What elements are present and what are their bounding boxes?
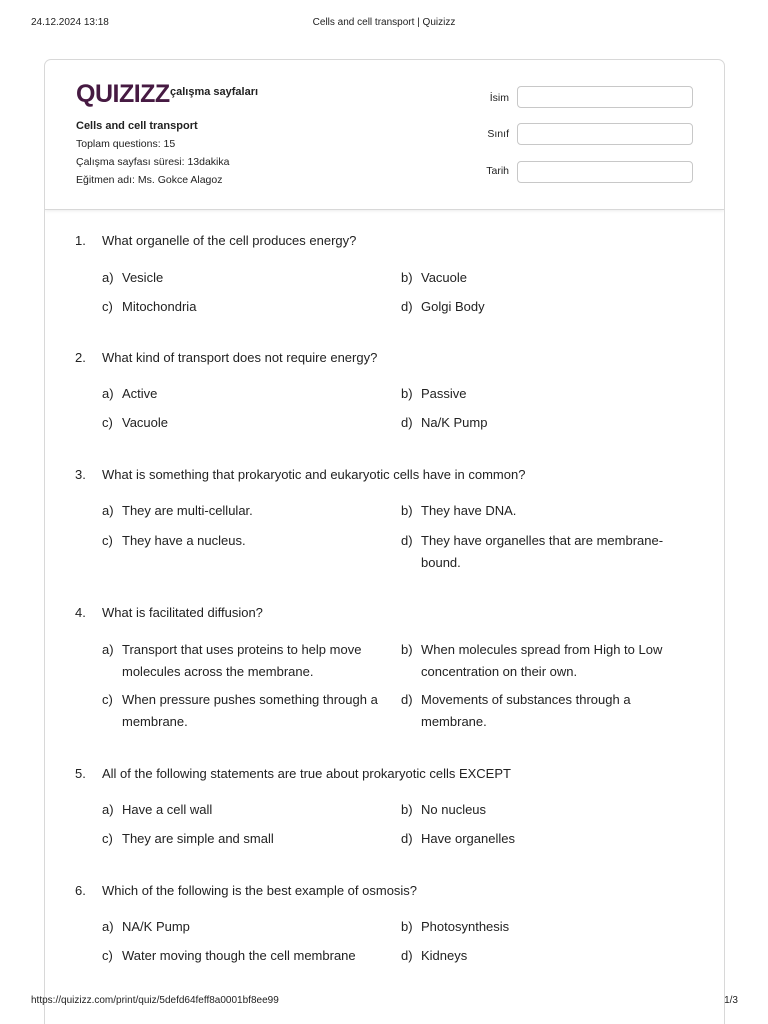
option-letter: d) xyxy=(401,299,413,314)
option-letter: c) xyxy=(102,299,113,314)
option-text: They have DNA. xyxy=(421,503,517,518)
option-text: Vesicle xyxy=(122,270,164,285)
question-number: 3. xyxy=(75,467,86,482)
option-text: They are multi-cellular. xyxy=(122,503,253,518)
question-text: What is facilitated diffusion? xyxy=(102,605,263,620)
option-text: Have organelles xyxy=(421,831,515,846)
quizizz-logo: QUIZIZZ xyxy=(76,80,170,108)
option-letter: c) xyxy=(102,692,113,707)
option-text: Active xyxy=(122,386,158,401)
total-questions: Toplam questions: 15 xyxy=(76,138,176,150)
option-text: Water moving though the cell membrane xyxy=(122,948,356,963)
option-letter: c) xyxy=(102,533,113,548)
option-letter: c) xyxy=(102,831,113,846)
option-text: Vacuole xyxy=(122,415,169,430)
option-letter: b) xyxy=(401,503,413,518)
questions-area xyxy=(44,0,725,1024)
name-label: İsim xyxy=(489,92,509,104)
question-text: All of the following statements are true about prokaryotic cells EXCEPT xyxy=(102,766,511,781)
question-number: 4. xyxy=(75,605,86,620)
option-letter: b) xyxy=(401,919,413,934)
option-letter: a) xyxy=(102,386,114,401)
option-letter: d) xyxy=(401,415,413,430)
option-letter: a) xyxy=(102,503,114,518)
option-text: Kidneys xyxy=(421,948,468,963)
print-title: Cells and cell transport | Quizizz xyxy=(312,17,456,28)
worksheet-duration: Çalışma sayfası süresi: 13dakika xyxy=(76,156,230,168)
option-text: Golgi Body xyxy=(421,299,485,314)
question-number: 1. xyxy=(75,233,86,248)
page-number: 1/3 xyxy=(724,995,738,1006)
option-letter: a) xyxy=(102,919,114,934)
option-text: They have a nucleus. xyxy=(122,533,246,548)
option-text: Mitochondria xyxy=(122,299,197,314)
option-text: Transport that uses proteins to help move molecules across the membrane. xyxy=(122,642,362,679)
question-text: What kind of transport does not require energy? xyxy=(102,350,378,365)
option-letter: c) xyxy=(102,948,113,963)
option-letter: b) xyxy=(401,642,413,657)
print-footer xyxy=(0,995,768,1009)
option-text: Na/K Pump xyxy=(421,415,488,430)
option-text: They have organelles that are membrane-bound. xyxy=(421,533,664,570)
print-url: https://quizizz.com/print/quiz/5defd64feff8a0001bf8ee99 xyxy=(31,995,279,1006)
option-text: Passive xyxy=(421,386,467,401)
option-text: When pressure pushes something through a membrane. xyxy=(122,692,378,729)
question-number: 2. xyxy=(75,350,86,365)
print-date: 24.12.2024 13:18 xyxy=(31,17,109,28)
question-number: 5. xyxy=(75,766,86,781)
option-letter: c) xyxy=(102,415,113,430)
option-letter: b) xyxy=(401,802,413,817)
option-text: NA/K Pump xyxy=(122,919,190,934)
option-text: No nucleus xyxy=(421,802,487,817)
option-text: When molecules spread from High to Low concentration on their own. xyxy=(421,642,663,679)
quiz-title: Cells and cell transport xyxy=(76,120,198,132)
option-letter: d) xyxy=(401,692,413,707)
option-letter: d) xyxy=(401,831,413,846)
question-number: 6. xyxy=(75,883,86,898)
option-letter: a) xyxy=(102,642,114,657)
question-text: What organelle of the cell produces energy? xyxy=(102,233,357,248)
teacher-name: Eğitmen adı: Ms. Gokce Alagoz xyxy=(76,174,223,186)
date-label: Tarih xyxy=(486,165,509,177)
option-letter: a) xyxy=(102,270,114,285)
option-letter: a) xyxy=(102,802,114,817)
option-text: They are simple and small xyxy=(122,831,274,846)
question-text: Which of the following is the best example of osmosis? xyxy=(102,883,418,898)
logo-subtitle: çalışma sayfaları xyxy=(170,86,259,98)
class-label: Sınıf xyxy=(487,128,509,140)
option-text: Have a cell wall xyxy=(122,802,213,817)
option-text: Vacuole xyxy=(421,270,468,285)
option-letter: b) xyxy=(401,386,413,401)
option-letter: b) xyxy=(401,270,413,285)
question-text: What is something that prokaryotic and eukaryotic cells have in common? xyxy=(102,467,526,482)
option-letter: d) xyxy=(401,948,413,963)
option-text: Movements of substances through a membrane. xyxy=(421,692,631,729)
option-text: Photosynthesis xyxy=(421,919,510,934)
option-letter: d) xyxy=(401,533,413,548)
